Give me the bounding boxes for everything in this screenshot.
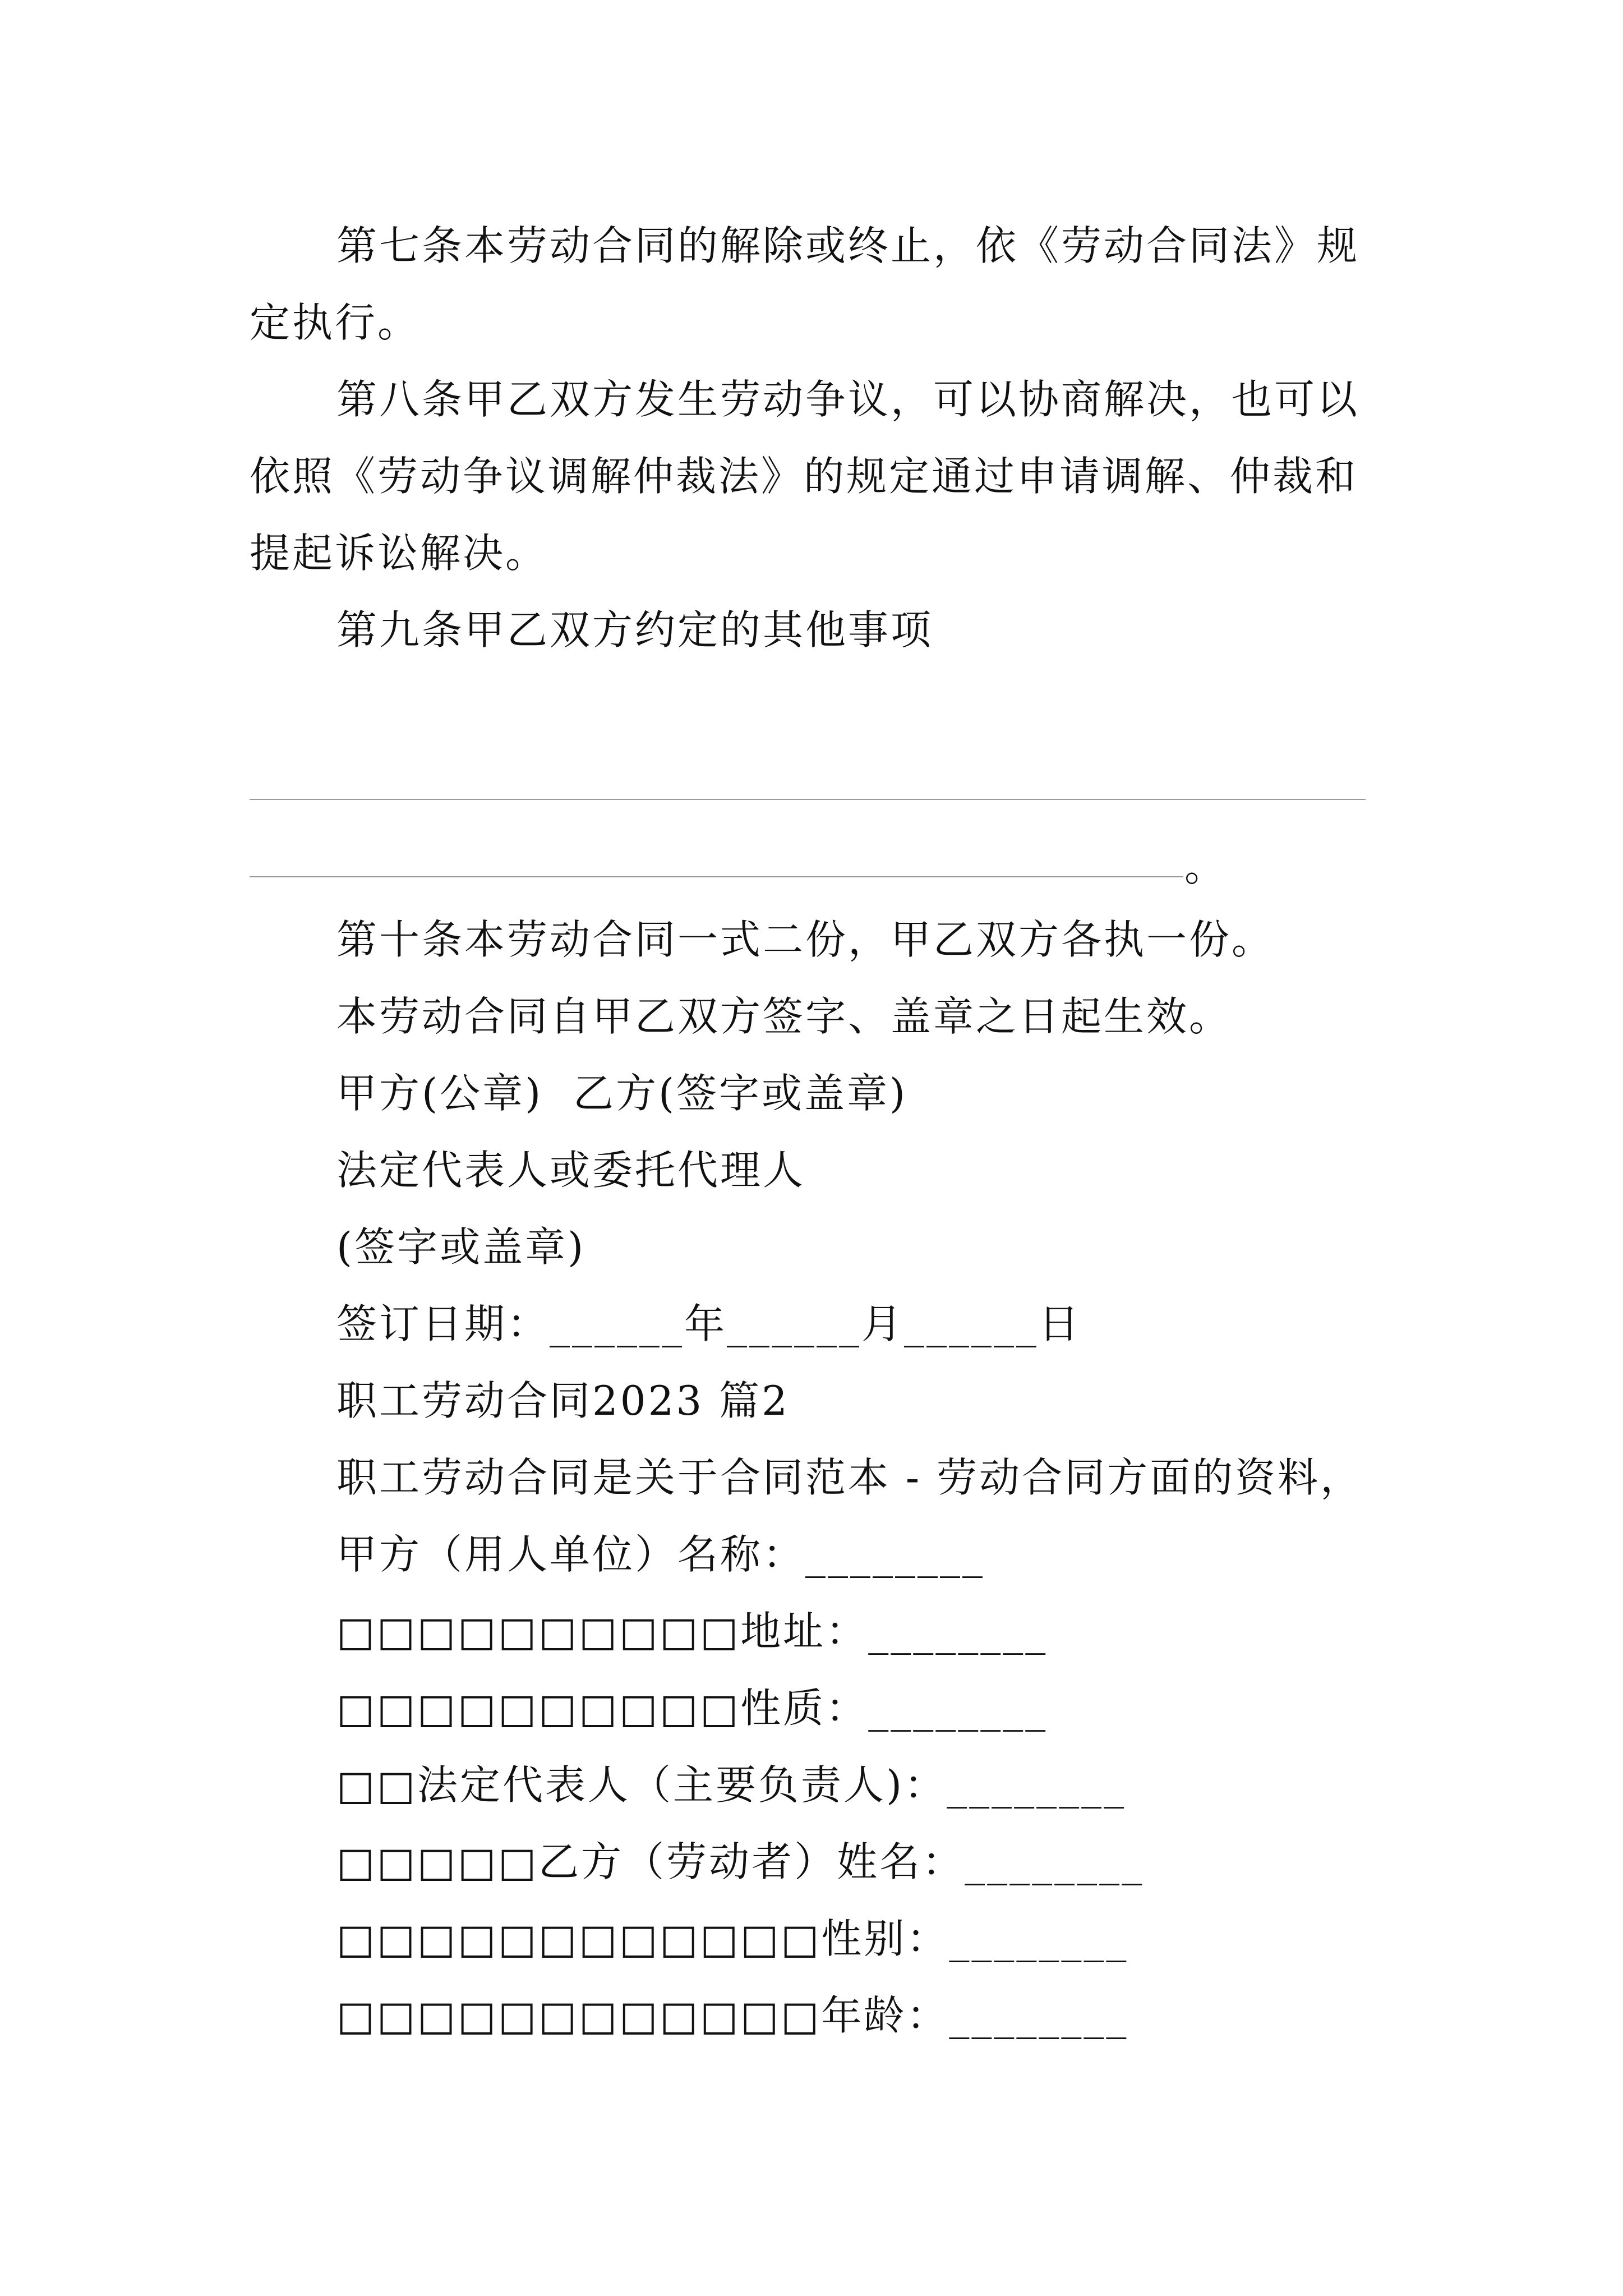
blank-end-period: 。 <box>1184 843 1225 890</box>
parties-signature-line: 甲方(公章) 乙方(签字或盖章) <box>336 1070 908 1117</box>
article-10: 第十条本劳动合同一式二份，甲乙双方各执一份。 <box>336 916 1275 963</box>
form-employer-name: 甲方（用人单位）名称：________ <box>336 1531 985 1578</box>
article-8-line-3: 提起诉讼解决。 <box>250 530 548 577</box>
form-worker-name: □□□□□乙方（劳动者）姓名：________ <box>336 1838 1145 1885</box>
form-address: □□□□□□□□□□地址：________ <box>336 1608 1048 1655</box>
form-gender: □□□□□□□□□□□□性别：________ <box>336 1915 1129 1962</box>
blank-fill-line-1 <box>250 799 1366 800</box>
intro-line: 职工劳动合同是关于合同范本 - 劳动合同方面的资料， <box>336 1454 1363 1501</box>
article-7-line-2: 定执行。 <box>250 299 421 346</box>
article-8-line-2: 依照《劳动争议调解仲裁法》的规定通过申请调解、仲裁和 <box>250 453 1358 500</box>
form-legal-rep: □□法定代表人（主要负责人)：________ <box>336 1761 1127 1809</box>
form-age: □□□□□□□□□□□□年龄：________ <box>336 1992 1129 2039</box>
section-title: 职工劳动合同2023 篇2 <box>336 1377 790 1424</box>
article-8-line-1: 第八条甲乙双方发生劳动争议，可以协商解决，也可以 <box>336 376 1360 423</box>
form-nature: □□□□□□□□□□性质：________ <box>336 1685 1048 1732</box>
blank-fill-line-2 <box>250 876 1183 877</box>
sign-date-line: 签订日期：______年______月______日 <box>336 1300 1082 1347</box>
article-7-line-1: 第七条本劳动合同的解除或终止，依《劳动合同法》规 <box>336 222 1360 269</box>
article-9-title: 第九条甲乙双方约定的其他事项 <box>336 606 934 654</box>
representative-line: 法定代表人或委托代理人 <box>336 1147 806 1194</box>
effective-clause: 本劳动合同自甲乙双方签字、盖章之日起生效。 <box>336 993 1232 1040</box>
sign-or-seal-line: (签字或盖章) <box>336 1223 586 1271</box>
